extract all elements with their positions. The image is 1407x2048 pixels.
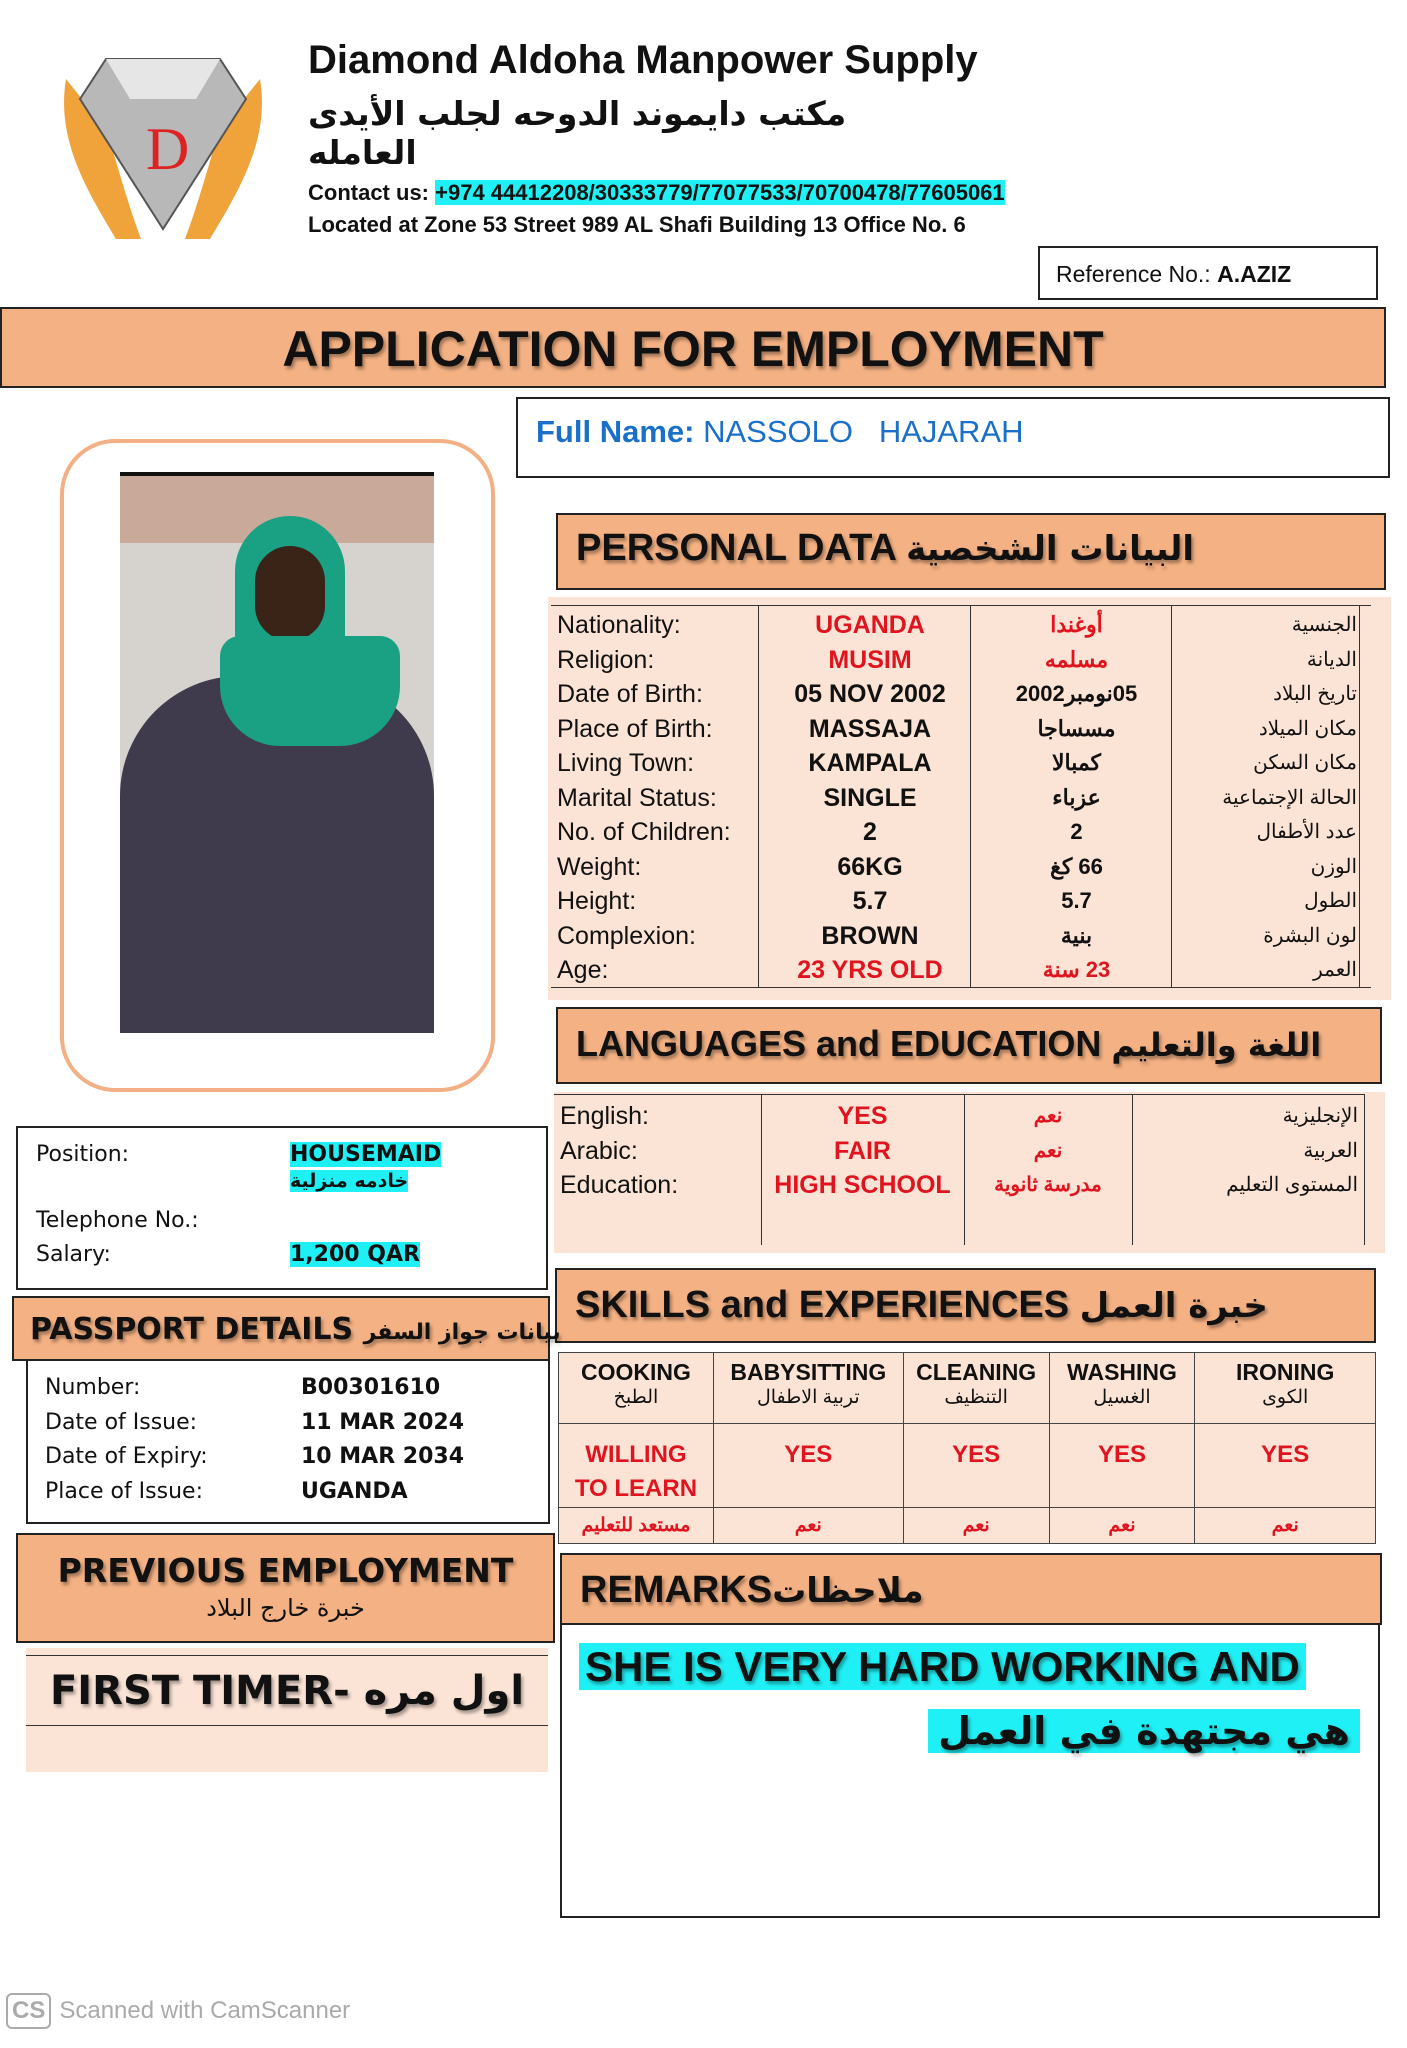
skill-value-ar-cell — [713, 1508, 903, 1544]
contact-line — [308, 180, 1005, 206]
skill-value-cell — [713, 1424, 903, 1508]
applicant-photo — [120, 472, 434, 1033]
row-label: Number: — [45, 1375, 141, 1400]
skill-name: BABYSITTING — [730, 1359, 887, 1385]
personal-data-row — [557, 608, 1365, 643]
row-label-ar: الجنسية — [1291, 614, 1357, 636]
skill-header-cell — [559, 1353, 714, 1424]
row-value: YES — [837, 1102, 888, 1130]
remarks-line-2: هي مجتهدة في العمل — [928, 1709, 1360, 1753]
skill-value-ar: نعم — [1108, 1515, 1136, 1536]
row-value-ar: نعم — [1033, 1105, 1063, 1127]
passport-box — [26, 1361, 550, 1524]
row-value: 11 MAR 2024 — [301, 1409, 465, 1435]
skill-value: YES — [952, 1441, 1001, 1468]
remarks-box — [560, 1625, 1380, 1918]
skill-value-ar: نعم — [962, 1515, 990, 1536]
position-value: HOUSEMAID — [290, 1142, 442, 1167]
row-value-ar: 2 — [1070, 819, 1083, 844]
skill-value-ar-cell — [1195, 1508, 1376, 1544]
skills-header — [555, 1268, 1376, 1343]
row-label: Nationality: — [557, 611, 681, 639]
row-label: Religion: — [557, 645, 655, 674]
languages-title-ar: اللغة والتعليم — [1111, 1026, 1322, 1064]
skill-value: YES — [1261, 1441, 1310, 1468]
camscanner-watermark — [6, 1993, 350, 2029]
personal-data-row — [557, 712, 1365, 747]
skill-header-cell — [1195, 1353, 1376, 1424]
row-value: 05 NOV 2002 — [794, 680, 946, 708]
row-label: Place of Issue: — [45, 1478, 203, 1504]
passport-row — [45, 1444, 545, 1479]
contact-label: Contact us: — [308, 180, 429, 205]
languages-header — [556, 1007, 1382, 1084]
passport-row — [45, 1479, 545, 1514]
skill-value: YES — [784, 1441, 833, 1468]
row-value-ar: مسلمه — [1044, 646, 1109, 672]
personal-data-header — [556, 513, 1386, 590]
personal-data-title-en: PERSONAL DATA — [576, 527, 896, 569]
skill-value-cell — [1049, 1424, 1195, 1508]
contact-numbers: +974 44412208/30333779/77077533/70700478/77605061 — [435, 180, 1005, 205]
skill-value-cell — [1195, 1424, 1376, 1508]
row-value-ar: مسساجا — [1037, 715, 1116, 741]
personal-data-row — [557, 953, 1365, 988]
company-name-en: Diamond Aldoha Manpower Supply — [308, 38, 978, 82]
row-label-ar: الديانة — [1306, 648, 1357, 671]
row-value: 2 — [863, 818, 877, 846]
personal-data-row — [557, 746, 1365, 781]
previous-title-ar: خبرة خارج البلاد — [206, 1594, 365, 1622]
skill-name-ar: الكوى — [1262, 1387, 1309, 1408]
row-value-ar: نعم — [1033, 1139, 1063, 1162]
row-value: 66KG — [837, 852, 903, 881]
reference-value: A.AZIZ — [1217, 261, 1292, 287]
row-value-ar: بنية — [1060, 922, 1093, 948]
address: Located at Zone 53 Street 989 AL Shafi Building 13 Office No. 6 — [308, 212, 966, 237]
remarks-title-ar: ملاحظات — [772, 1571, 924, 1611]
remarks-header — [560, 1553, 1382, 1625]
reference-label: Reference No.: — [1056, 261, 1211, 287]
full-name-value: NASSOLO HAJARAH — [703, 414, 1024, 449]
row-value: UGANDA — [301, 1478, 408, 1504]
skill-value-ar-cell — [1049, 1508, 1195, 1544]
row-value-ar: 23 سنة — [1042, 957, 1111, 982]
row-label-ar: المستوى التعليم — [1226, 1174, 1358, 1196]
skill-name-ar: الغسيل — [1093, 1387, 1151, 1408]
skill-name: WASHING — [1067, 1359, 1177, 1385]
skill-value-ar-cell — [903, 1508, 1049, 1544]
passport-title-ar: بيانات جواز السفر — [363, 1320, 561, 1345]
row-label: Weight: — [557, 852, 642, 881]
svg-text:D: D — [146, 116, 190, 182]
full-name-box — [516, 397, 1390, 478]
row-label-ar: تاريخ البلاد — [1273, 683, 1357, 705]
row-label: Complexion: — [557, 921, 696, 950]
camscanner-text: Scanned with CamScanner — [59, 1997, 351, 2024]
row-label: Place of Birth: — [557, 714, 713, 743]
row-value-ar: 5.7 — [1061, 888, 1092, 913]
language-row — [560, 1099, 1360, 1134]
passport-header — [12, 1296, 561, 1361]
skill-name: CLEANING — [916, 1359, 1037, 1385]
row-label: Age: — [557, 956, 609, 984]
full-name-label: Full Name: — [536, 414, 695, 449]
skill-name: COOKING — [580, 1359, 691, 1385]
personal-data-row — [557, 884, 1365, 919]
skill-header-cell — [713, 1353, 903, 1424]
skill-header-cell — [903, 1353, 1049, 1424]
row-label: No. of Children: — [557, 818, 731, 846]
row-label-ar: لون البشرة — [1263, 924, 1357, 947]
passport-title-en: PASSPORT DETAILS — [30, 1312, 354, 1347]
row-label-ar: الحالة الإجتماعية — [1222, 786, 1357, 809]
personal-data-row — [557, 643, 1365, 678]
row-label: Date of Expiry: — [45, 1444, 208, 1469]
previous-employment-box — [26, 1648, 548, 1772]
row-value: MASSAJA — [808, 714, 932, 743]
position-box — [16, 1126, 548, 1290]
position-label: Position: — [36, 1142, 130, 1167]
skills-title-en: SKILLS and EXPERIENCES — [575, 1284, 1070, 1326]
languages-title-en: LANGUAGES and EDUCATION — [576, 1023, 1102, 1064]
row-value-ar: عزباء — [1052, 784, 1101, 810]
skill-value-ar: نعم — [1271, 1515, 1299, 1536]
skill-value-cell — [903, 1424, 1049, 1508]
personal-data-row — [557, 781, 1365, 816]
row-value: BROWN — [821, 921, 919, 950]
personal-data-row — [557, 815, 1365, 850]
personal-data-title-ar: البيانات الشخصية — [906, 529, 1195, 569]
row-label-ar: العمر — [1313, 959, 1357, 981]
row-value: UGANDA — [815, 611, 925, 639]
row-label-ar: عدد الأطفال — [1256, 821, 1357, 843]
personal-data-row — [557, 919, 1365, 954]
skill-value-cell — [559, 1424, 714, 1508]
row-value: 23 YRS OLD — [797, 956, 943, 984]
language-row — [560, 1168, 1360, 1203]
row-label-ar: الطول — [1304, 890, 1357, 912]
row-value-ar: أوغندا — [1050, 612, 1103, 637]
row-label: Living Town: — [557, 749, 695, 777]
row-label: Arabic: — [560, 1136, 638, 1165]
row-label: English: — [560, 1102, 649, 1130]
personal-data-row — [557, 677, 1365, 712]
previous-title-en: PREVIOUS EMPLOYMENT — [57, 1551, 514, 1590]
previous-employment-header — [16, 1533, 555, 1643]
previous-employment-value: FIRST TIMER- اول مره — [26, 1655, 548, 1726]
personal-data-row — [557, 850, 1365, 885]
row-label: Height: — [557, 887, 637, 915]
skill-name-ar: تربية الاطفال — [756, 1387, 860, 1408]
row-value: B00301610 — [301, 1375, 441, 1400]
telephone-label: Telephone No.: — [36, 1208, 199, 1233]
personal-data-table — [548, 597, 1391, 1000]
page-title: APPLICATION FOR EMPLOYMENT — [0, 307, 1386, 388]
row-value: 10 MAR 2034 — [301, 1444, 465, 1469]
skill-header-cell — [1049, 1353, 1195, 1424]
position-value-ar: خادمه منزلية — [290, 1170, 409, 1192]
languages-table — [554, 1092, 1385, 1253]
row-label-ar: مكان الميلاد — [1258, 717, 1357, 740]
row-value: 5.7 — [852, 887, 888, 915]
skill-value-ar: نعم — [794, 1515, 822, 1536]
row-label-ar: العربية — [1303, 1139, 1358, 1162]
row-label-ar: الإنجليزية — [1282, 1105, 1358, 1127]
row-value-ar: 66 كغ — [1050, 853, 1103, 879]
row-value: MUSIM — [828, 645, 912, 674]
row-label: Marital Status: — [557, 783, 717, 812]
salary-label: Salary: — [36, 1242, 111, 1267]
skill-value-ar-cell — [559, 1508, 714, 1544]
remarks-title-en: REMARKS — [580, 1569, 773, 1611]
camscanner-badge: CS — [6, 1993, 51, 2029]
remarks-line-1: SHE IS VERY HARD WORKING AND — [579, 1643, 1306, 1690]
company-logo — [46, 39, 280, 241]
row-value-ar: 05نومبر2002 — [1015, 681, 1138, 706]
passport-row — [45, 1410, 545, 1445]
row-label: Date of Issue: — [45, 1409, 198, 1435]
row-value: KAMPALA — [808, 749, 932, 777]
skill-value: YES — [1097, 1441, 1146, 1468]
skills-table — [558, 1352, 1376, 1544]
company-name-ar: مكتب دايموند الدوحه لجلب الأيدى العامله — [308, 94, 847, 172]
reference-box — [1038, 246, 1378, 300]
row-value-ar: مدرسة ثانوية — [994, 1174, 1102, 1196]
skill-value: WILLING TO LEARN — [574, 1441, 698, 1502]
row-value: HIGH SCHOOL — [774, 1171, 951, 1199]
row-label-ar: مكان السكن — [1253, 752, 1357, 774]
passport-row — [45, 1375, 545, 1410]
skill-name-ar: التنظيف — [944, 1387, 1008, 1408]
row-value: SINGLE — [823, 783, 917, 812]
row-label: Education: — [560, 1171, 679, 1199]
row-label-ar: الوزن — [1310, 855, 1357, 878]
skill-name: IRONING — [1236, 1359, 1335, 1385]
skills-title-ar: خبرة العمل — [1079, 1286, 1268, 1326]
salary-value: 1,200 QAR — [290, 1242, 420, 1267]
row-label: Date of Birth: — [557, 680, 703, 708]
row-value-ar: كمبالا — [1051, 750, 1102, 775]
row-value: FAIR — [834, 1136, 891, 1165]
skill-name-ar: الطبخ — [613, 1387, 659, 1408]
language-row — [560, 1134, 1360, 1169]
skill-value-ar: مستعد للتعليم — [581, 1515, 691, 1536]
